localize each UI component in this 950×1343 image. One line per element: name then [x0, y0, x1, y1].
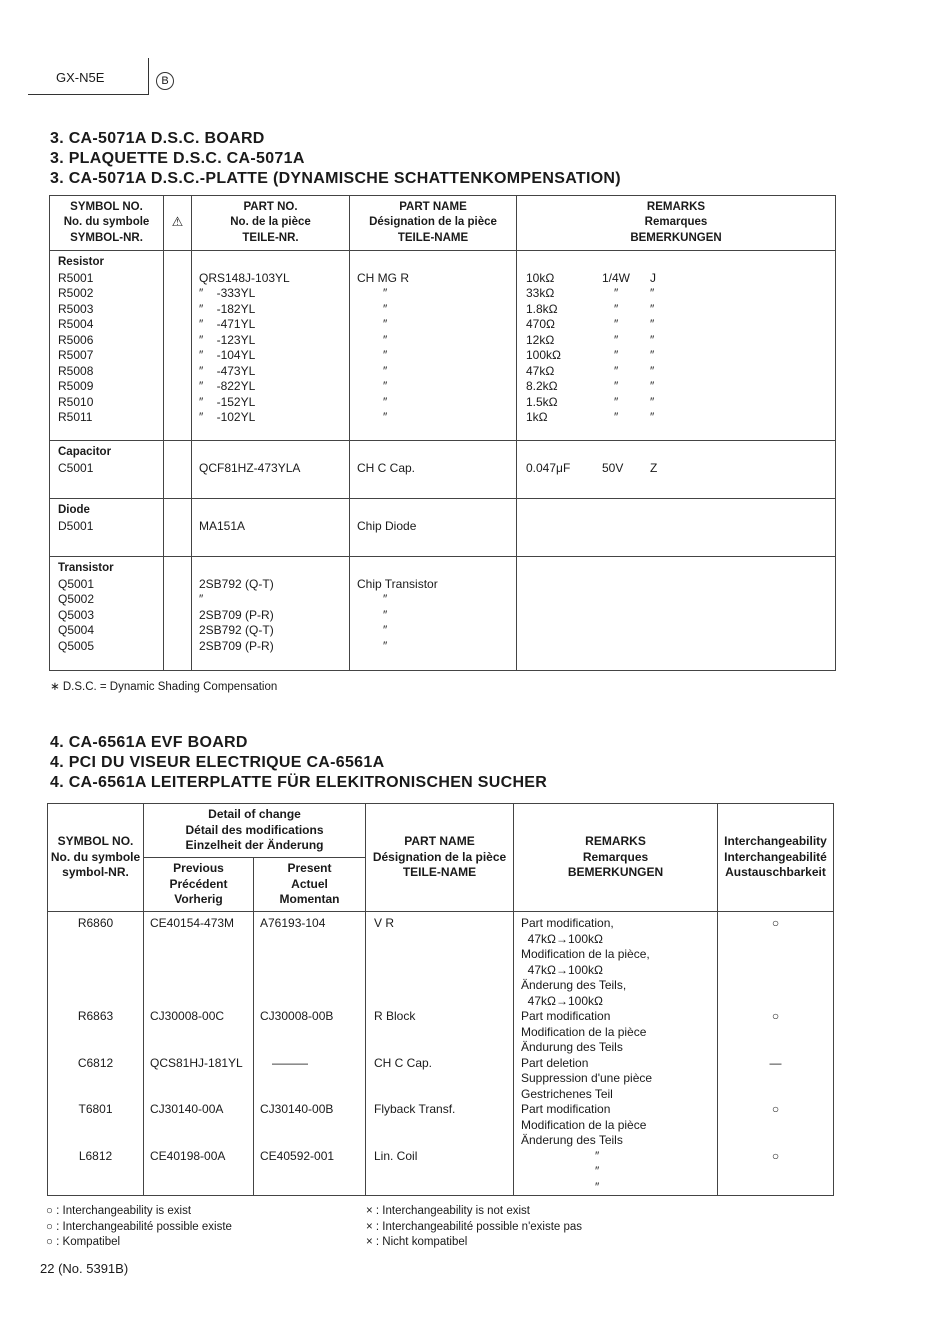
remark-tolerance: ″ [650, 410, 655, 424]
part-name: ″ [383, 410, 388, 424]
remark-rating: ″ [614, 286, 619, 300]
present-part-no: ——— [272, 1055, 308, 1070]
warning-icon: ⚠ [171, 214, 184, 230]
remarks-block [521, 1102, 717, 1149]
previous-part-no: CE40198-00A [150, 1148, 226, 1163]
column-remarks [514, 912, 718, 1196]
remark-line: Ändurung des Teils [521, 1040, 623, 1054]
legend-not-compatible-en: × : Interchangeability is not exist [366, 1205, 530, 1217]
spacer [357, 503, 516, 519]
remark-line: Änderung des Teils [521, 1133, 623, 1147]
symbol-block [48, 1009, 143, 1056]
part-no: 2SB709 (P-R) [199, 607, 274, 622]
remark-line: ″ [595, 1179, 600, 1194]
previous-block [150, 1102, 253, 1149]
header-previous-en: Previous [173, 861, 224, 876]
section4-title-en: 4. CA-6561A EVF BOARD [50, 734, 248, 751]
remark-value: 8.2kΩ [526, 379, 558, 393]
part-name: Chip Transistor [357, 576, 438, 591]
header-part-name-en: PART NAME [399, 200, 467, 213]
header-previous-de: Vorherig [174, 892, 223, 907]
spacer [199, 255, 349, 271]
header-part-no-fr: No. de la pièce [230, 216, 311, 229]
part-name: ″ [383, 286, 388, 300]
symbol-no: R5001 [58, 270, 94, 285]
section3-title-en: 3. CA-5071A D.S.C. BOARD [50, 130, 265, 147]
remark-line: Part deletion [521, 1055, 589, 1070]
remark-rating: 1/4W [602, 270, 631, 285]
remark-tolerance: ″ [650, 332, 655, 347]
part-name: CH MG R [357, 270, 409, 285]
header-divider [148, 58, 149, 95]
header-interchangeability [718, 804, 834, 912]
group-part-numbers [192, 499, 350, 557]
remark-tolerance: ″ [650, 363, 655, 378]
remark-line: Modification de la pièce, [521, 947, 650, 961]
remark-line [526, 348, 835, 364]
remark-rating: ″ [614, 317, 619, 331]
header-rule [28, 94, 148, 95]
remark-value: 10kΩ [526, 270, 555, 285]
present-part-no: CJ30008-00B [260, 1009, 334, 1023]
header-interchange-fr: Interchangeabilité [724, 849, 827, 864]
present-block [260, 1149, 365, 1196]
group-title: Resistor [58, 256, 105, 268]
symbol-no: R6860 [77, 916, 114, 930]
column-part-name [366, 912, 514, 1196]
remark-line: 47kΩ→100kΩ [521, 962, 603, 977]
remark-rating: ″ [614, 301, 619, 316]
remark-line: Part modification [521, 1102, 611, 1116]
remark-line [526, 364, 835, 380]
remark-line: Modification de la pièce [521, 1117, 647, 1132]
part-no: 2SB792 (Q-T) [199, 623, 274, 637]
remark-tolerance: ″ [650, 348, 655, 362]
legend-not-compatible [366, 1204, 582, 1251]
interchange-block [718, 1102, 833, 1149]
symbol-block [48, 1102, 143, 1149]
header-detail-of-change [144, 804, 366, 858]
remark-line [526, 395, 835, 411]
header-present-en: Present [287, 861, 332, 876]
remark-tolerance: ″ [650, 301, 655, 316]
part-no: 2SB792 (Q-T) [199, 576, 274, 591]
header-previous [144, 858, 254, 912]
group-part-numbers [192, 441, 350, 499]
header-detail-fr: Détail des modifications [185, 822, 324, 837]
previous-part-no: CJ30008-00C [150, 1009, 225, 1023]
spacer [357, 445, 516, 461]
group-safety [164, 557, 192, 671]
group-title: Capacitor [58, 446, 112, 458]
header-interchange-en: Interchangeability [724, 834, 827, 849]
header-part-name [350, 196, 517, 251]
group-part-names [350, 251, 517, 441]
header-symbol-fr: No. du symbole [63, 216, 150, 229]
remark-value: 12kΩ [526, 332, 555, 347]
header-symbol-de: symbol-NR. [62, 865, 129, 880]
group-part-names [350, 441, 517, 499]
interchange-block [718, 916, 833, 1009]
part-name: V R [374, 916, 395, 930]
remark-line [526, 333, 835, 349]
previous-block [150, 916, 253, 1009]
section3-title-de: 3. CA-5071A D.S.C.-PLATTE (DYNAMISCHE SCHATTENKOMPENSATION) [50, 170, 621, 187]
header-remarks [517, 196, 836, 251]
dsc-footnote: ∗ D.S.C. = Dynamic Shading Compensation [50, 681, 278, 693]
present-part-no: A76193-104 [260, 916, 326, 930]
symbol-block [48, 1149, 143, 1196]
remark-rating: ″ [614, 332, 619, 347]
remark-line [526, 461, 835, 477]
part-name-block [374, 1056, 513, 1103]
remark-line [526, 623, 835, 639]
interchange-mark: ○ [771, 1009, 780, 1023]
header-remarks-de: BEMERKUNGEN [630, 231, 722, 244]
column-interchange [718, 912, 834, 1196]
previous-block [150, 1009, 253, 1056]
group-symbols [50, 499, 164, 557]
part-name: ″ [383, 348, 388, 362]
header-part-name-de: TEILE-NAME [402, 865, 477, 880]
present-block [260, 916, 365, 1009]
part-no: ″ -333YL [199, 286, 256, 300]
part-group [50, 499, 836, 557]
remark-line [526, 302, 835, 318]
legend-compatible-fr: ○ : Interchangeabilité possible existe [46, 1220, 232, 1233]
interchange-mark: ○ [771, 1148, 780, 1163]
remark-line: ″ [595, 1148, 600, 1163]
remark-value: 33kΩ [526, 286, 555, 300]
present-block [260, 1056, 365, 1103]
remark-line: Gestrichenes Teil [521, 1086, 613, 1101]
group-remarks [517, 499, 836, 557]
symbol-block [48, 916, 143, 1009]
remark-line [526, 410, 835, 426]
part-no: ″ -471YL [199, 317, 256, 331]
spacer [357, 561, 516, 577]
part-no: 2SB709 (P-R) [199, 638, 274, 653]
evf-changes-table [47, 803, 834, 1196]
symbol-no: T6801 [78, 1102, 113, 1116]
header-remarks-en: REMARKS [646, 200, 706, 213]
symbol-no: R5010 [58, 394, 94, 409]
symbol-no: Q5001 [58, 576, 95, 591]
previous-block [150, 1149, 253, 1196]
dsc-parts-body [50, 251, 836, 671]
header-part-name-fr: Désignation de la pièce [372, 849, 507, 864]
symbol-no: Q5003 [58, 607, 95, 622]
header-part-name-fr: Désignation de la pièce [369, 216, 497, 229]
header-symbol-de: SYMBOL-NR. [70, 231, 143, 244]
remark-line [526, 286, 835, 302]
part-name-block [374, 916, 513, 1009]
symbol-no: D5001 [58, 518, 94, 533]
remark-line [526, 592, 835, 608]
part-no: QCF81HZ-473YLA [199, 460, 301, 475]
previous-part-no: CJ30140-00A [150, 1102, 224, 1116]
group-symbols [50, 251, 164, 441]
part-name: Chip Diode [357, 518, 417, 533]
legend-not-compatible-fr: × : Interchangeabilité possible n'existe pas [366, 1220, 583, 1233]
header-part-no-en: PART NO. [243, 200, 298, 213]
interchange-mark: ○ [771, 1102, 780, 1116]
present-block [260, 1102, 365, 1149]
legend-not-compatible-de: × : Nicht kompatibel [366, 1236, 468, 1248]
part-no: ″ -123YL [199, 332, 256, 347]
header-remarks-fr: Remarques [644, 216, 708, 229]
remarks-block [521, 1056, 717, 1103]
header-symbol-en: SYMBOL NO. [70, 200, 143, 213]
part-no: QRS148J-103YL [199, 270, 290, 285]
legend-compatible-en: ○ : Interchangeability is exist [46, 1205, 192, 1217]
interchange-mark: ○ [771, 916, 780, 930]
symbol-no: R5004 [58, 317, 94, 331]
part-name-block [374, 1102, 513, 1149]
remark-line [526, 271, 835, 287]
symbol-no: R5007 [58, 348, 94, 362]
header-previous-fr: Précédent [169, 876, 228, 891]
remark-line [526, 577, 835, 593]
remark-line: 47kΩ→100kΩ [521, 993, 603, 1008]
remarks-block [521, 1009, 717, 1056]
remark-value: 1.8kΩ [526, 301, 558, 316]
part-no: ″ -102YL [199, 410, 256, 424]
part-no: ″ -822YL [199, 379, 256, 393]
group-symbols [50, 557, 164, 671]
header-symbol-no [48, 804, 144, 912]
column-previous [144, 912, 254, 1196]
symbol-no: R5002 [58, 286, 94, 300]
part-name-block [374, 1149, 513, 1196]
group-safety [164, 251, 192, 441]
part-name: ″ [383, 638, 388, 653]
interchange-block [718, 1149, 833, 1196]
dsc-parts-table [49, 195, 836, 671]
interchange-block [718, 1056, 833, 1103]
remark-tolerance: ″ [650, 286, 655, 300]
part-name: CH C Cap. [357, 460, 416, 475]
remark-line [526, 519, 835, 535]
part-name: ″ [383, 317, 388, 331]
symbol-no: R5011 [58, 410, 93, 424]
header-symbol-fr: No. du symbole [50, 849, 141, 864]
header-symbol-en: SYMBOL NO. [57, 834, 134, 849]
part-name: Lin. Coil [374, 1148, 418, 1163]
symbol-no: Q5005 [58, 638, 95, 653]
previous-part-no: QCS81HJ-181YL [150, 1055, 243, 1070]
previous-part-no: CE40154-473M [150, 916, 235, 930]
part-group [50, 441, 836, 499]
part-name: ″ [383, 592, 388, 606]
part-no: MA151A [199, 518, 246, 533]
section4-title-de: 4. CA-6561A LEITERPLATTE FÜR ELEKITRONISCHEN SUCHER [50, 774, 548, 791]
symbol-no: Q5002 [58, 592, 95, 606]
part-name: ″ [383, 301, 388, 316]
symbol-no: Q5004 [58, 623, 95, 637]
part-name: ″ [383, 394, 388, 409]
remark-value: 100kΩ [526, 348, 561, 362]
region-badge: B [156, 72, 174, 90]
remark-line [526, 608, 835, 624]
header-remarks-de: BEMERKUNGEN [567, 865, 664, 880]
page-number: 22 (No. 5391B) [40, 1261, 129, 1276]
group-part-numbers [192, 557, 350, 671]
remark-tolerance: ″ [650, 317, 655, 331]
header-remarks-en: REMARKS [585, 834, 646, 849]
group-part-names [350, 557, 517, 671]
remark-rating: 50V [602, 460, 624, 475]
part-no: ″ -473YL [199, 363, 256, 378]
header-part-name-en: PART NAME [404, 834, 475, 849]
part-name: Flyback Transf. [374, 1102, 456, 1116]
symbol-block [48, 1056, 143, 1103]
present-block [260, 1009, 365, 1056]
remark-rating: ″ [614, 348, 619, 362]
group-safety [164, 441, 192, 499]
header-part-name [366, 804, 514, 912]
part-no: ″ -182YL [199, 301, 256, 316]
symbol-no: R5009 [58, 379, 94, 393]
remark-line: Part modification [521, 1009, 611, 1023]
header-interchange-de: Austauschbarkeit [725, 865, 826, 880]
remark-line: Part modification, [521, 916, 614, 930]
header-remarks [514, 804, 718, 912]
symbol-no: C6812 [77, 1055, 114, 1070]
group-remarks [517, 441, 836, 499]
header-detail-de: Einzelheit der Änderung [185, 838, 324, 853]
symbol-no: R6863 [77, 1009, 114, 1023]
part-name: R Block [374, 1009, 416, 1023]
remark-tolerance: ″ [650, 394, 655, 409]
remark-line [526, 317, 835, 333]
part-no: ″ -104YL [199, 348, 256, 362]
header-part-no-de: TEILE-NR. [242, 231, 299, 244]
legend-compatible-de: ○ : Kompatibel [46, 1236, 121, 1248]
spacer [526, 445, 835, 461]
header-safety [164, 196, 192, 251]
remark-line: 47kΩ→100kΩ [521, 931, 603, 946]
remarks-block [521, 916, 717, 1009]
remark-tolerance: J [650, 270, 656, 285]
header-present [254, 858, 366, 912]
group-safety [164, 499, 192, 557]
spacer [526, 561, 835, 577]
section3-title-fr: 3. PLAQUETTE D.S.C. CA-5071A [50, 150, 305, 167]
group-title: Diode [58, 504, 90, 516]
part-name: ″ [383, 623, 388, 637]
remark-rating: ″ [614, 379, 619, 393]
column-present [254, 912, 366, 1196]
present-part-no: CJ30140-00B [260, 1102, 334, 1116]
part-group [50, 557, 836, 671]
remark-value: 470Ω [526, 317, 555, 331]
part-no: ″ -152YL [199, 394, 256, 409]
remark-value: 0.047μF [526, 460, 571, 475]
header-present-fr: Actuel [291, 876, 328, 891]
remarks-block [521, 1149, 717, 1196]
remark-line: ″ [595, 1164, 600, 1178]
remark-rating: ″ [614, 363, 619, 378]
remark-line: Modification de la pièce [521, 1024, 647, 1039]
symbol-no: R5003 [58, 301, 94, 316]
header-remarks-fr: Remarques [582, 849, 649, 864]
spacer [526, 255, 835, 271]
header-part-name-de: TEILE-NAME [397, 231, 469, 244]
part-name: ″ [383, 607, 388, 622]
remark-line [526, 639, 835, 655]
part-name: CH C Cap. [374, 1055, 433, 1070]
part-name: ″ [383, 379, 388, 393]
part-name: ″ [383, 363, 388, 378]
spacer [199, 561, 349, 577]
part-name-block [374, 1009, 513, 1056]
previous-block [150, 1056, 253, 1103]
spacer [199, 503, 349, 519]
remark-value: 1kΩ [526, 410, 548, 424]
remark-rating: ″ [614, 410, 619, 424]
column-symbol [48, 912, 144, 1196]
document-model: GX-N5E [56, 70, 105, 85]
remark-tolerance: ″ [650, 379, 655, 393]
group-remarks [517, 557, 836, 671]
symbol-no: L6812 [78, 1148, 113, 1163]
remark-line: Suppression d'une pièce [521, 1071, 653, 1085]
remark-value: 47kΩ [526, 363, 555, 378]
part-group [50, 251, 836, 441]
group-part-names [350, 499, 517, 557]
remark-line [526, 379, 835, 395]
group-part-numbers [192, 251, 350, 441]
part-no: ″ [199, 592, 204, 606]
group-title: Transistor [58, 562, 114, 574]
header-part-no [192, 196, 350, 251]
part-name: ″ [383, 332, 388, 347]
remark-line: Änderung des Teils, [521, 978, 627, 992]
present-part-no: CE40592-001 [260, 1148, 335, 1163]
symbol-no: R5008 [58, 363, 94, 378]
group-symbols [50, 441, 164, 499]
interchange-mark: — [769, 1055, 782, 1070]
interchange-block [718, 1009, 833, 1056]
section4-title-fr: 4. PCI DU VISEUR ELECTRIQUE CA-6561A [50, 754, 385, 771]
remark-rating: ″ [614, 394, 619, 409]
symbol-no: R5006 [58, 332, 94, 347]
header-present-de: Momentan [279, 892, 340, 907]
legend-compatible [46, 1204, 232, 1251]
remark-value: 1.5kΩ [526, 394, 558, 409]
symbol-no: C5001 [58, 460, 94, 475]
header-symbol-no [50, 196, 164, 251]
group-remarks [517, 251, 836, 441]
header-detail-en: Detail of change [208, 807, 301, 822]
remark-tolerance: Z [650, 460, 658, 475]
spacer [199, 445, 349, 461]
spacer [357, 255, 516, 271]
spacer [526, 503, 835, 519]
